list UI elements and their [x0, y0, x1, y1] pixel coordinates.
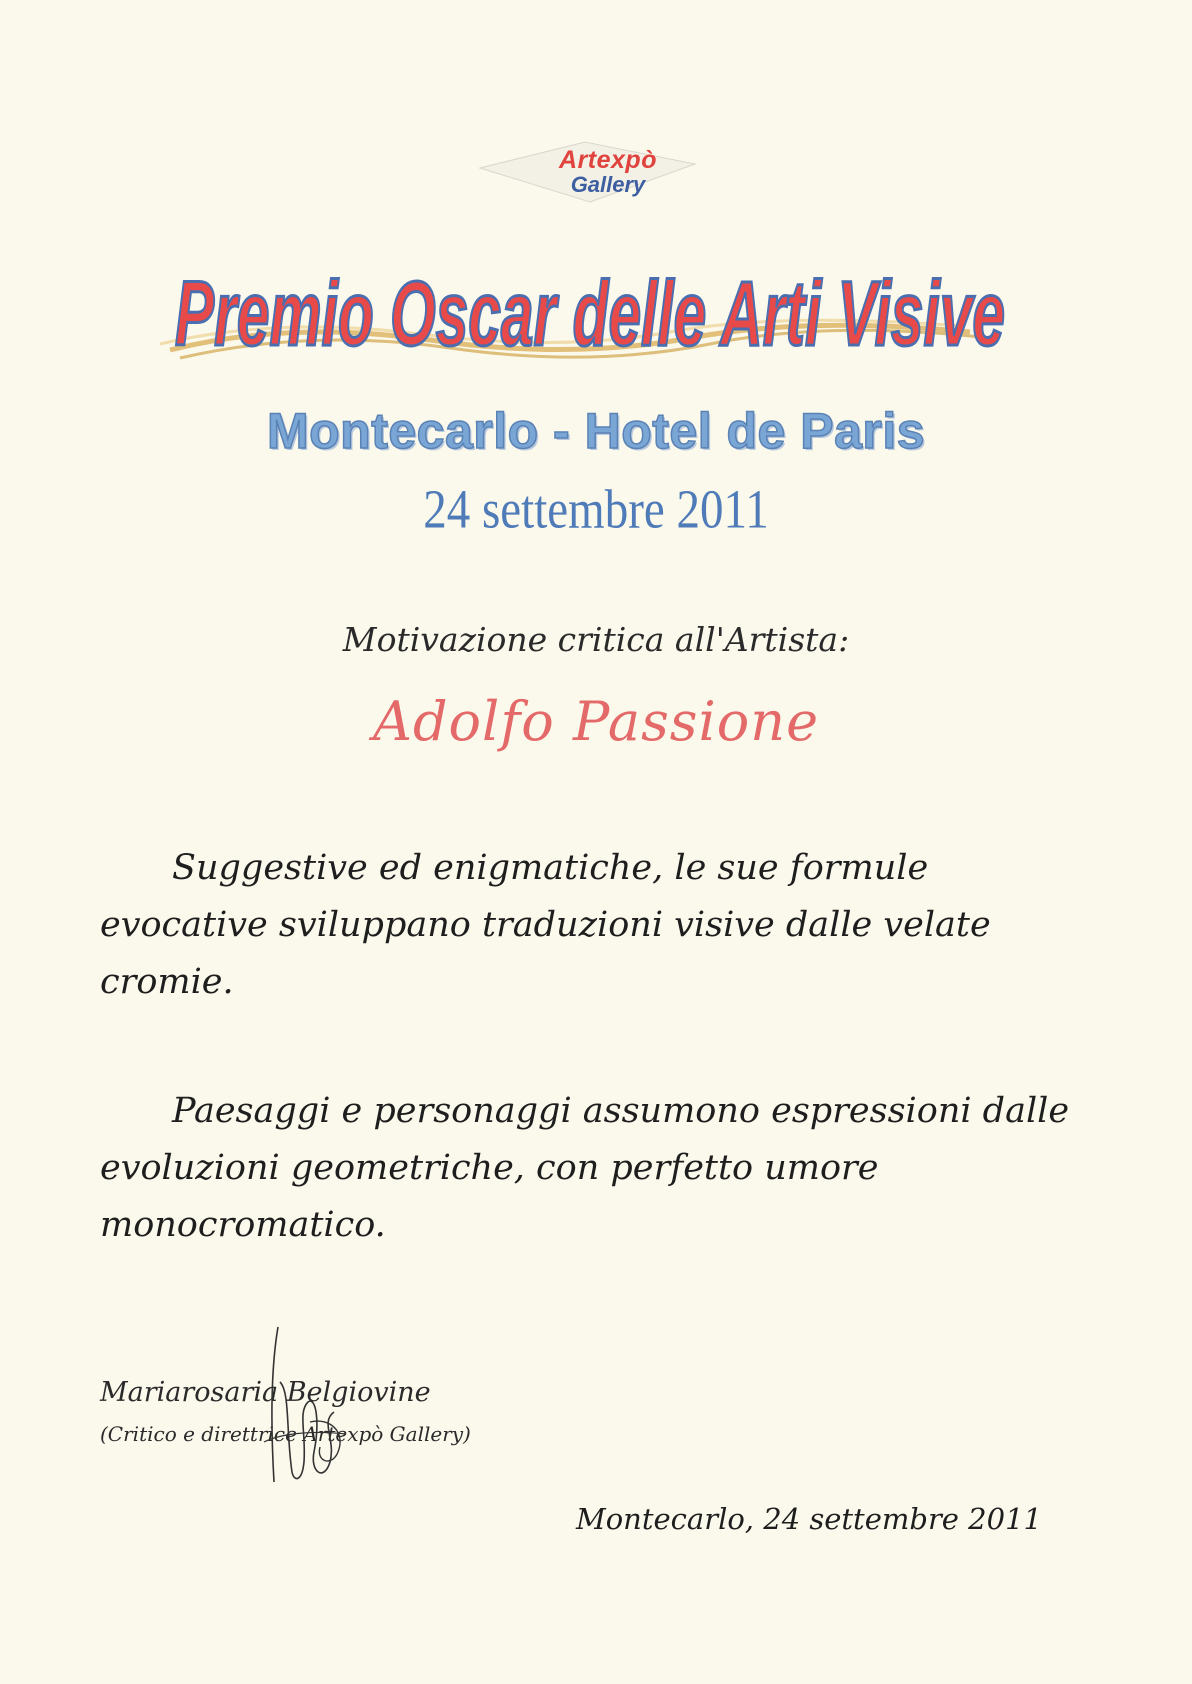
handwritten-signature [250, 1322, 370, 1492]
logo-line-1: Artexpò [559, 146, 657, 174]
event-date: 24 settembre 2011 [423, 479, 769, 541]
critique-paragraph-2: Paesaggi e personaggi assumono espressioni dalle evoluzioni geometriche, con perfetto umore monocromatico. [100, 1091, 1070, 1245]
signatory-role: (Critico e direttrice Artexpò Gallery) [100, 1422, 471, 1446]
event-location: Montecarlo - Hotel de Paris [266, 403, 926, 459]
motivation-label: Motivazione critica all'Artista: [342, 620, 850, 659]
signatory-name: Mariarosaria Belgiovine [100, 1377, 431, 1408]
logo-line-2: Gallery [570, 172, 646, 197]
artist-name: Adolfo Passione [372, 690, 820, 753]
critique-paragraph-1: Suggestive ed enigmatiche, le sue formule evocative sviluppano traduzioni visive dalle velate cromie. [100, 848, 991, 1002]
gallery-logo [470, 138, 700, 208]
place-and-date: Montecarlo, 24 settembre 2011 [576, 1502, 1042, 1536]
award-title [130, 240, 1050, 390]
award-title-text: Premio Oscar delle Arti Visive [175, 263, 1005, 365]
